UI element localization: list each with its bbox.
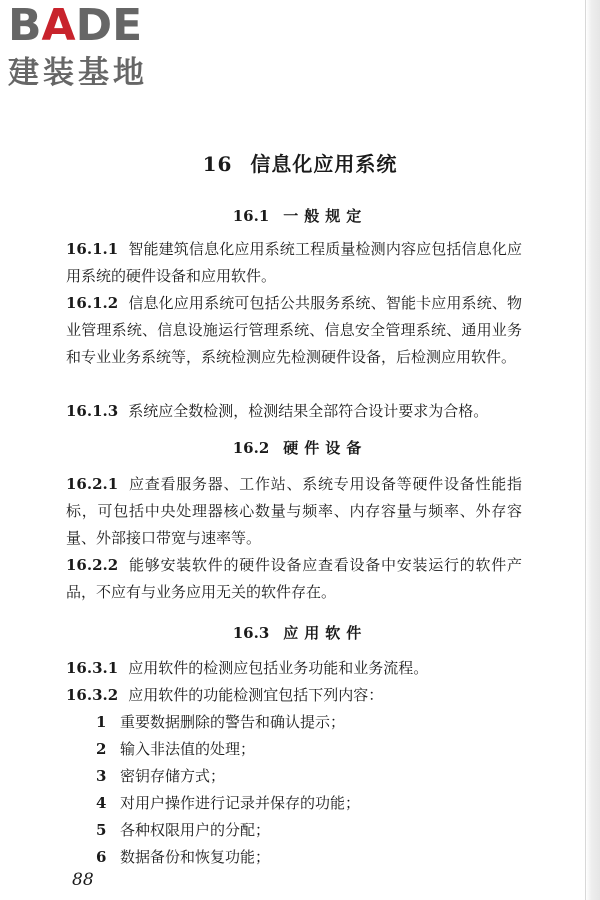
logo-letters-prefix: B [8, 0, 42, 51]
section-number: 16.2 [232, 439, 270, 457]
clause-number: 16.1.2 [66, 294, 119, 312]
list-item [96, 709, 345, 736]
clause-number: 16.1.3 [66, 402, 119, 420]
clause-number: 16.3.1 [66, 659, 119, 677]
clause-number: 16.1.1 [66, 240, 119, 258]
clause-text: 信息化应用系统可包括公共服务系统、智能卡应用系统、物业管理系统、信息设施运行管理系统、信息安全管理系统、通用业务和专业业务系统等，系统检测应先检测硬件设备，后检测应用软件。 [66, 294, 522, 366]
clause-text: 系统应全数检测，检测结果全部符合设计要求为合格。 [128, 402, 489, 420]
section-number: 16.1 [232, 207, 270, 225]
logo-wordmark [8, 0, 143, 51]
clause-text: 应用软件的功能检测宜包括下列内容： [128, 686, 384, 704]
logo-letter-a: A [41, 0, 76, 51]
list-item-number: 3 [96, 767, 107, 785]
clause-16-1-3 [66, 398, 522, 425]
list-item [96, 790, 360, 817]
clause-16-3-2 [66, 682, 522, 709]
clause-text: 应查看服务器、工作站、系统专用设备等硬件设备性能指标，可包括中央处理器核心数量与频率、内存容量与频率、外存容量、外部接口带宽与速率等。 [66, 475, 522, 547]
list-item-text: 输入非法值的处理； [120, 740, 256, 758]
section-title: 硬件设备 [283, 439, 368, 457]
section-heading-16-3 [0, 622, 600, 643]
chapter-name: 信息化应用系统 [250, 152, 398, 176]
clause-number: 16.2.2 [66, 556, 119, 574]
bade-logo [8, 0, 178, 96]
chapter-number: 16 [202, 152, 233, 176]
clause-16-2-2 [66, 552, 522, 606]
section-title: 应用软件 [283, 624, 368, 642]
list-item-number: 2 [96, 740, 107, 758]
section-title: 一般规定 [283, 207, 368, 225]
clause-text: 应用软件的检测应包括业务功能和业务流程。 [128, 659, 429, 677]
list-item-text: 各种权限用户的分配； [120, 821, 271, 839]
clause-number: 16.2.1 [66, 475, 119, 493]
list-item [96, 817, 270, 844]
clause-16-2-1 [66, 471, 522, 552]
section-heading-16-1 [0, 205, 600, 226]
clause-16-1-2 [66, 290, 522, 371]
list-item-text: 数据备份和恢复功能； [120, 848, 271, 866]
list-item-text: 密钥存储方式； [120, 767, 226, 785]
list-item [96, 736, 255, 763]
list-item-text: 重要数据删除的警告和确认提示； [120, 713, 346, 731]
list-item [96, 763, 225, 790]
clause-16-3-1 [66, 655, 522, 682]
list-item-number: 1 [96, 713, 107, 731]
list-item [96, 844, 270, 871]
section-heading-16-2 [0, 437, 600, 458]
logo-letters-suffix: DE [75, 0, 143, 51]
clause-text: 智能建筑信息化应用系统工程质量检测内容应包括信息化应用系统的硬件设备和应用软件。 [66, 240, 522, 285]
page-number: 88 [72, 870, 94, 890]
list-item-number: 4 [96, 794, 107, 812]
section-number: 16.3 [232, 624, 270, 642]
logo-subtitle: 建装基地 [8, 55, 148, 91]
chapter-title [0, 148, 600, 177]
clause-number: 16.3.2 [66, 686, 119, 704]
list-item-number: 6 [96, 848, 107, 866]
clause-16-1-1 [66, 236, 522, 290]
list-item-text: 对用户操作进行记录并保存的功能； [120, 794, 361, 812]
clause-text: 能够安装软件的硬件设备应查看设备中安装运行的软件产品，不应有与业务应用无关的软件存在。 [66, 556, 522, 601]
list-item-number: 5 [96, 821, 107, 839]
